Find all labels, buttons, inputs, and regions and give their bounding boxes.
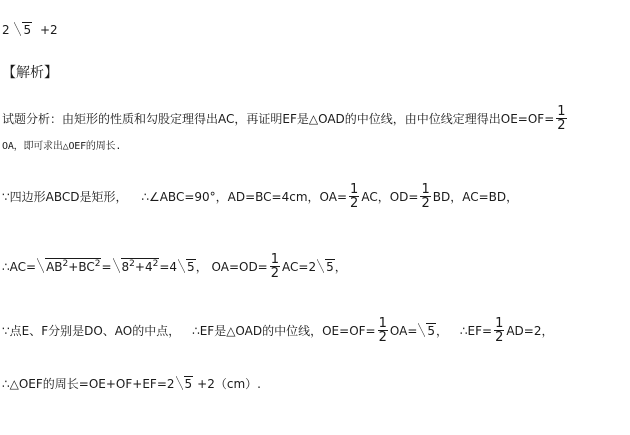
sqrt-symbol: 5 [418, 323, 436, 337]
step-4 [2, 376, 261, 390]
fraction-half: $\frac{1}{2}$ [557, 104, 566, 133]
analysis-line-1 [2, 106, 569, 133]
step4-b: +2（cm）. [197, 377, 261, 391]
step3-d: ， [436, 324, 449, 338]
answer-tail: +2 [39, 23, 58, 37]
sqrt-symbol: 5 [317, 259, 335, 273]
step1-a: ∵四边形ABCD是矩形， [2, 190, 128, 204]
sqrt-symbol: $8^2+4^2$ [113, 258, 160, 273]
answer-radicand: 5 [23, 23, 32, 37]
sqrt-symbol [14, 22, 32, 36]
analysis-text: 试题分析：由矩形的性质和勾股定理得出AC，再证明EF是△OAD的中位线，由中位线定理得出OE=OF= [2, 112, 555, 126]
step2-b: ， OA=OD= [195, 260, 268, 274]
fraction-half: $\frac{1}{2}$ [350, 182, 359, 211]
fraction-half: $\frac{1}{2}$ [378, 316, 387, 345]
sqrt-symbol: 5 [178, 259, 196, 273]
step1-d: BD，AC=BD， [432, 190, 519, 204]
step2-a: ∴AC= [2, 260, 37, 274]
step1-c: AC，OD= [361, 190, 419, 204]
answer-coef: 2 [2, 23, 10, 37]
step-1 [2, 184, 518, 211]
section-heading: 【解析】 [2, 65, 58, 81]
step3-b: ∴EF是△OAD的中位线，OE=OF= [192, 324, 376, 338]
step2-c: AC=2 [282, 260, 317, 274]
equals-four: =4 [159, 260, 178, 274]
fraction-half: $\frac{1}{2}$ [421, 182, 430, 211]
step2-d: ， [334, 260, 347, 274]
sqrt-symbol: 5 [176, 376, 194, 390]
equals: = [101, 260, 112, 274]
step-3 [2, 318, 553, 345]
sqrt-symbol: $AB^2+BC^2$ [37, 258, 101, 273]
step4-a: ∴△OEF的周长=OE+OF+EF=2 [2, 377, 175, 391]
step-2 [2, 254, 347, 281]
analysis-line-2: OA，即可求出△OEF的周长. [2, 141, 122, 152]
step1-b: ∴∠ABC=90°，AD=BC=4cm，OA= [141, 190, 348, 204]
step3-a: ∵点E、F分别是DO、AO的中点， [2, 324, 181, 338]
answer-line [2, 22, 58, 36]
step3-e: ∴EF= [459, 324, 493, 338]
step3-c: OA= [389, 324, 418, 338]
fraction-half: $\frac{1}{2}$ [495, 316, 504, 345]
fraction-half: $\frac{1}{2}$ [270, 252, 280, 281]
step3-f: AD=2， [506, 324, 554, 338]
